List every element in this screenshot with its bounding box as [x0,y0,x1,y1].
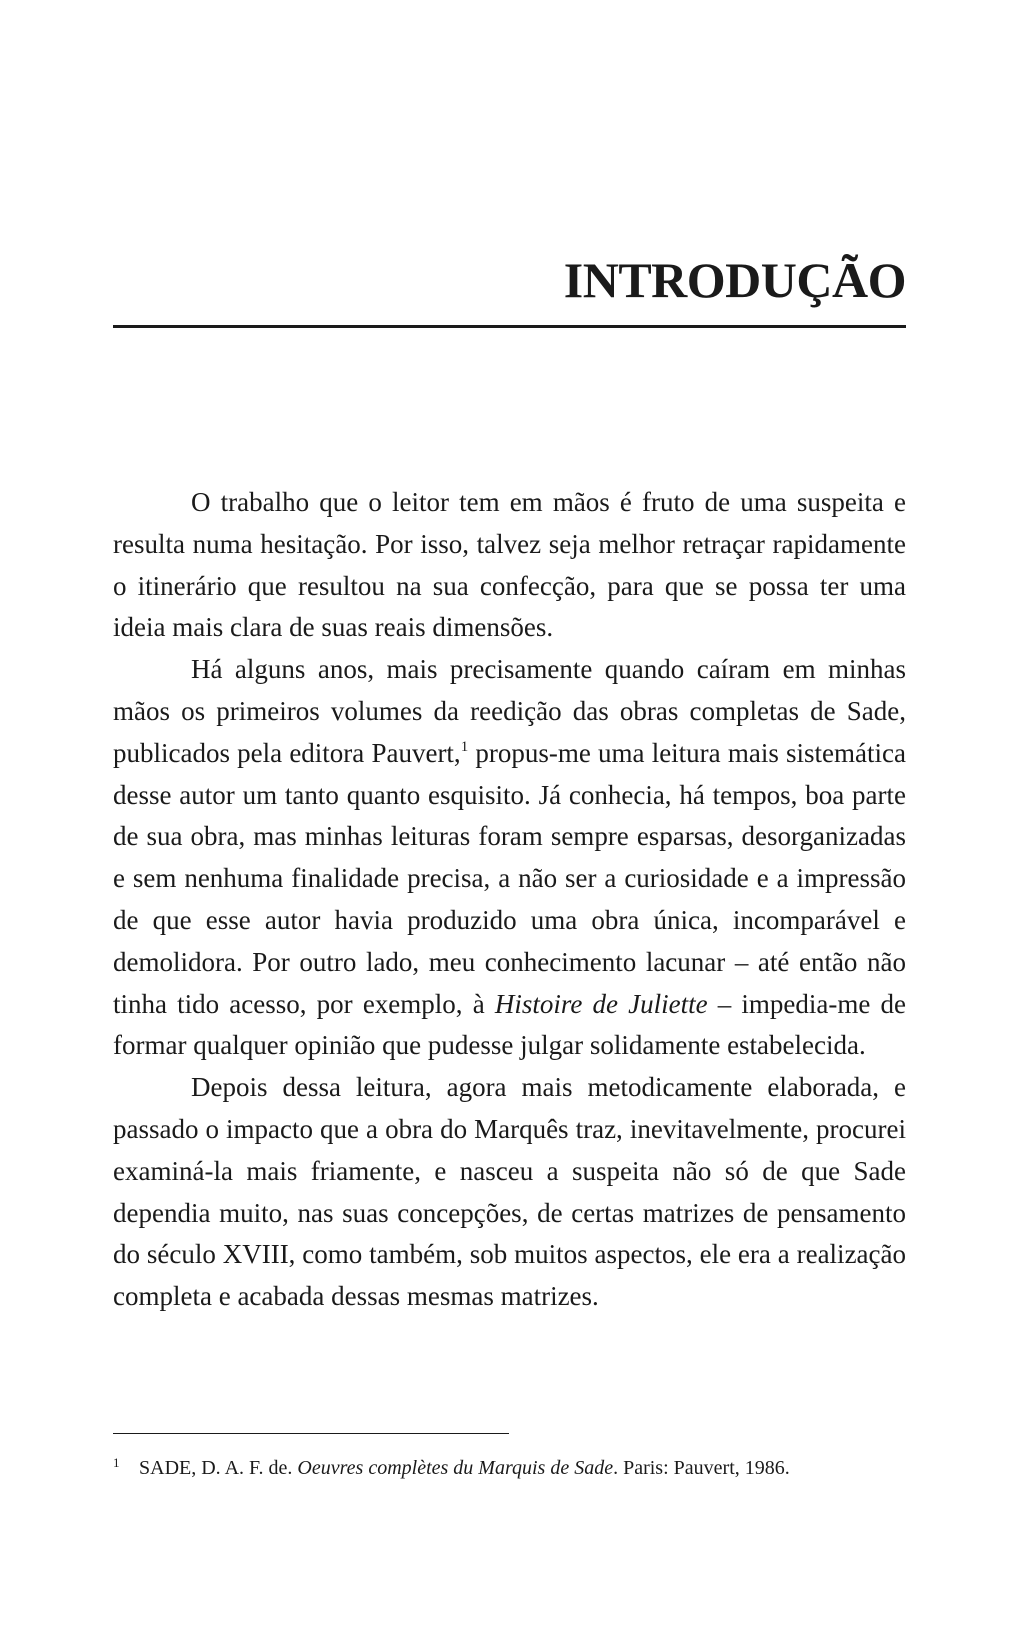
footnote-reference: 1 [460,738,469,755]
paragraph-2-part-c: – impedia-me de formar qualquer opinião que pudesse julgar solidamente estabelecida. [113,988,907,1061]
footnote-work-title: Oeuvres complètes du Marquis de Sade [297,1457,614,1479]
book-title-italic: Histoire de Juliette [494,988,708,1019]
title-underline-rule [113,325,906,328]
paragraph-2 [113,649,906,1067]
footnote: 1 SADE, D. A. F. de. Oeuvres complètes du Marquis de Sade. Paris: Pauvert, 1986. [113,1455,790,1479]
footnote-separator [113,1433,509,1434]
paragraph-2-part-b: propus-me uma leitura mais sistemática desse autor um tanto quanto esquisito. Já conhecia, há tempos, boa parte de sua obra, mas minhas leituras foram sempre esparsas, desorganizadas e sem nenhuma finalidade precisa, a não ser a curiosidade e a impressão de que esse autor havia produzido uma obra única, incomparável e demolidora. Por outro lado, meu conhecimento lacunar – até então não tinha tido acesso, por exemplo, à [113,737,906,1019]
body-text [113,482,906,1318]
paragraph-2-part-a: Há alguns anos, mais precisamente quando caíram em minhas mãos os primeiros volumes da reedição das obras completas de Sade, publicados pela editora Pauvert, [113,654,906,768]
footnote-publication: . Paris: Pauvert, 1986. [613,1457,790,1479]
footnote-author: SADE, D. A. F. de. [139,1457,298,1479]
paragraph-1: O trabalho que o leitor tem em mãos é fruto de uma suspeita e resulta numa hesitação. Por isso, talvez seja melhor retraçar rapidamente o itinerário que resultou na sua confecção, para que se possa ter uma ideia mais clara de suas reais dimensões. [113,487,906,643]
paragraph-3: Depois dessa leitura, agora mais metodicamente elaborada, e passado o impacto que a obra do Marquês traz, inevitavelmente, procurei examiná-la mais friamente, e nasceu a suspeita não só de que Sade dependia muito, nas suas concepções, de certas matrizes de pensamento do século XVIII, como também, sob muitos aspectos, ele era a realização completa e acabada dessas mesmas matrizes. [113,1072,906,1312]
chapter-title: INTRODUÇÃO [563,252,906,308]
